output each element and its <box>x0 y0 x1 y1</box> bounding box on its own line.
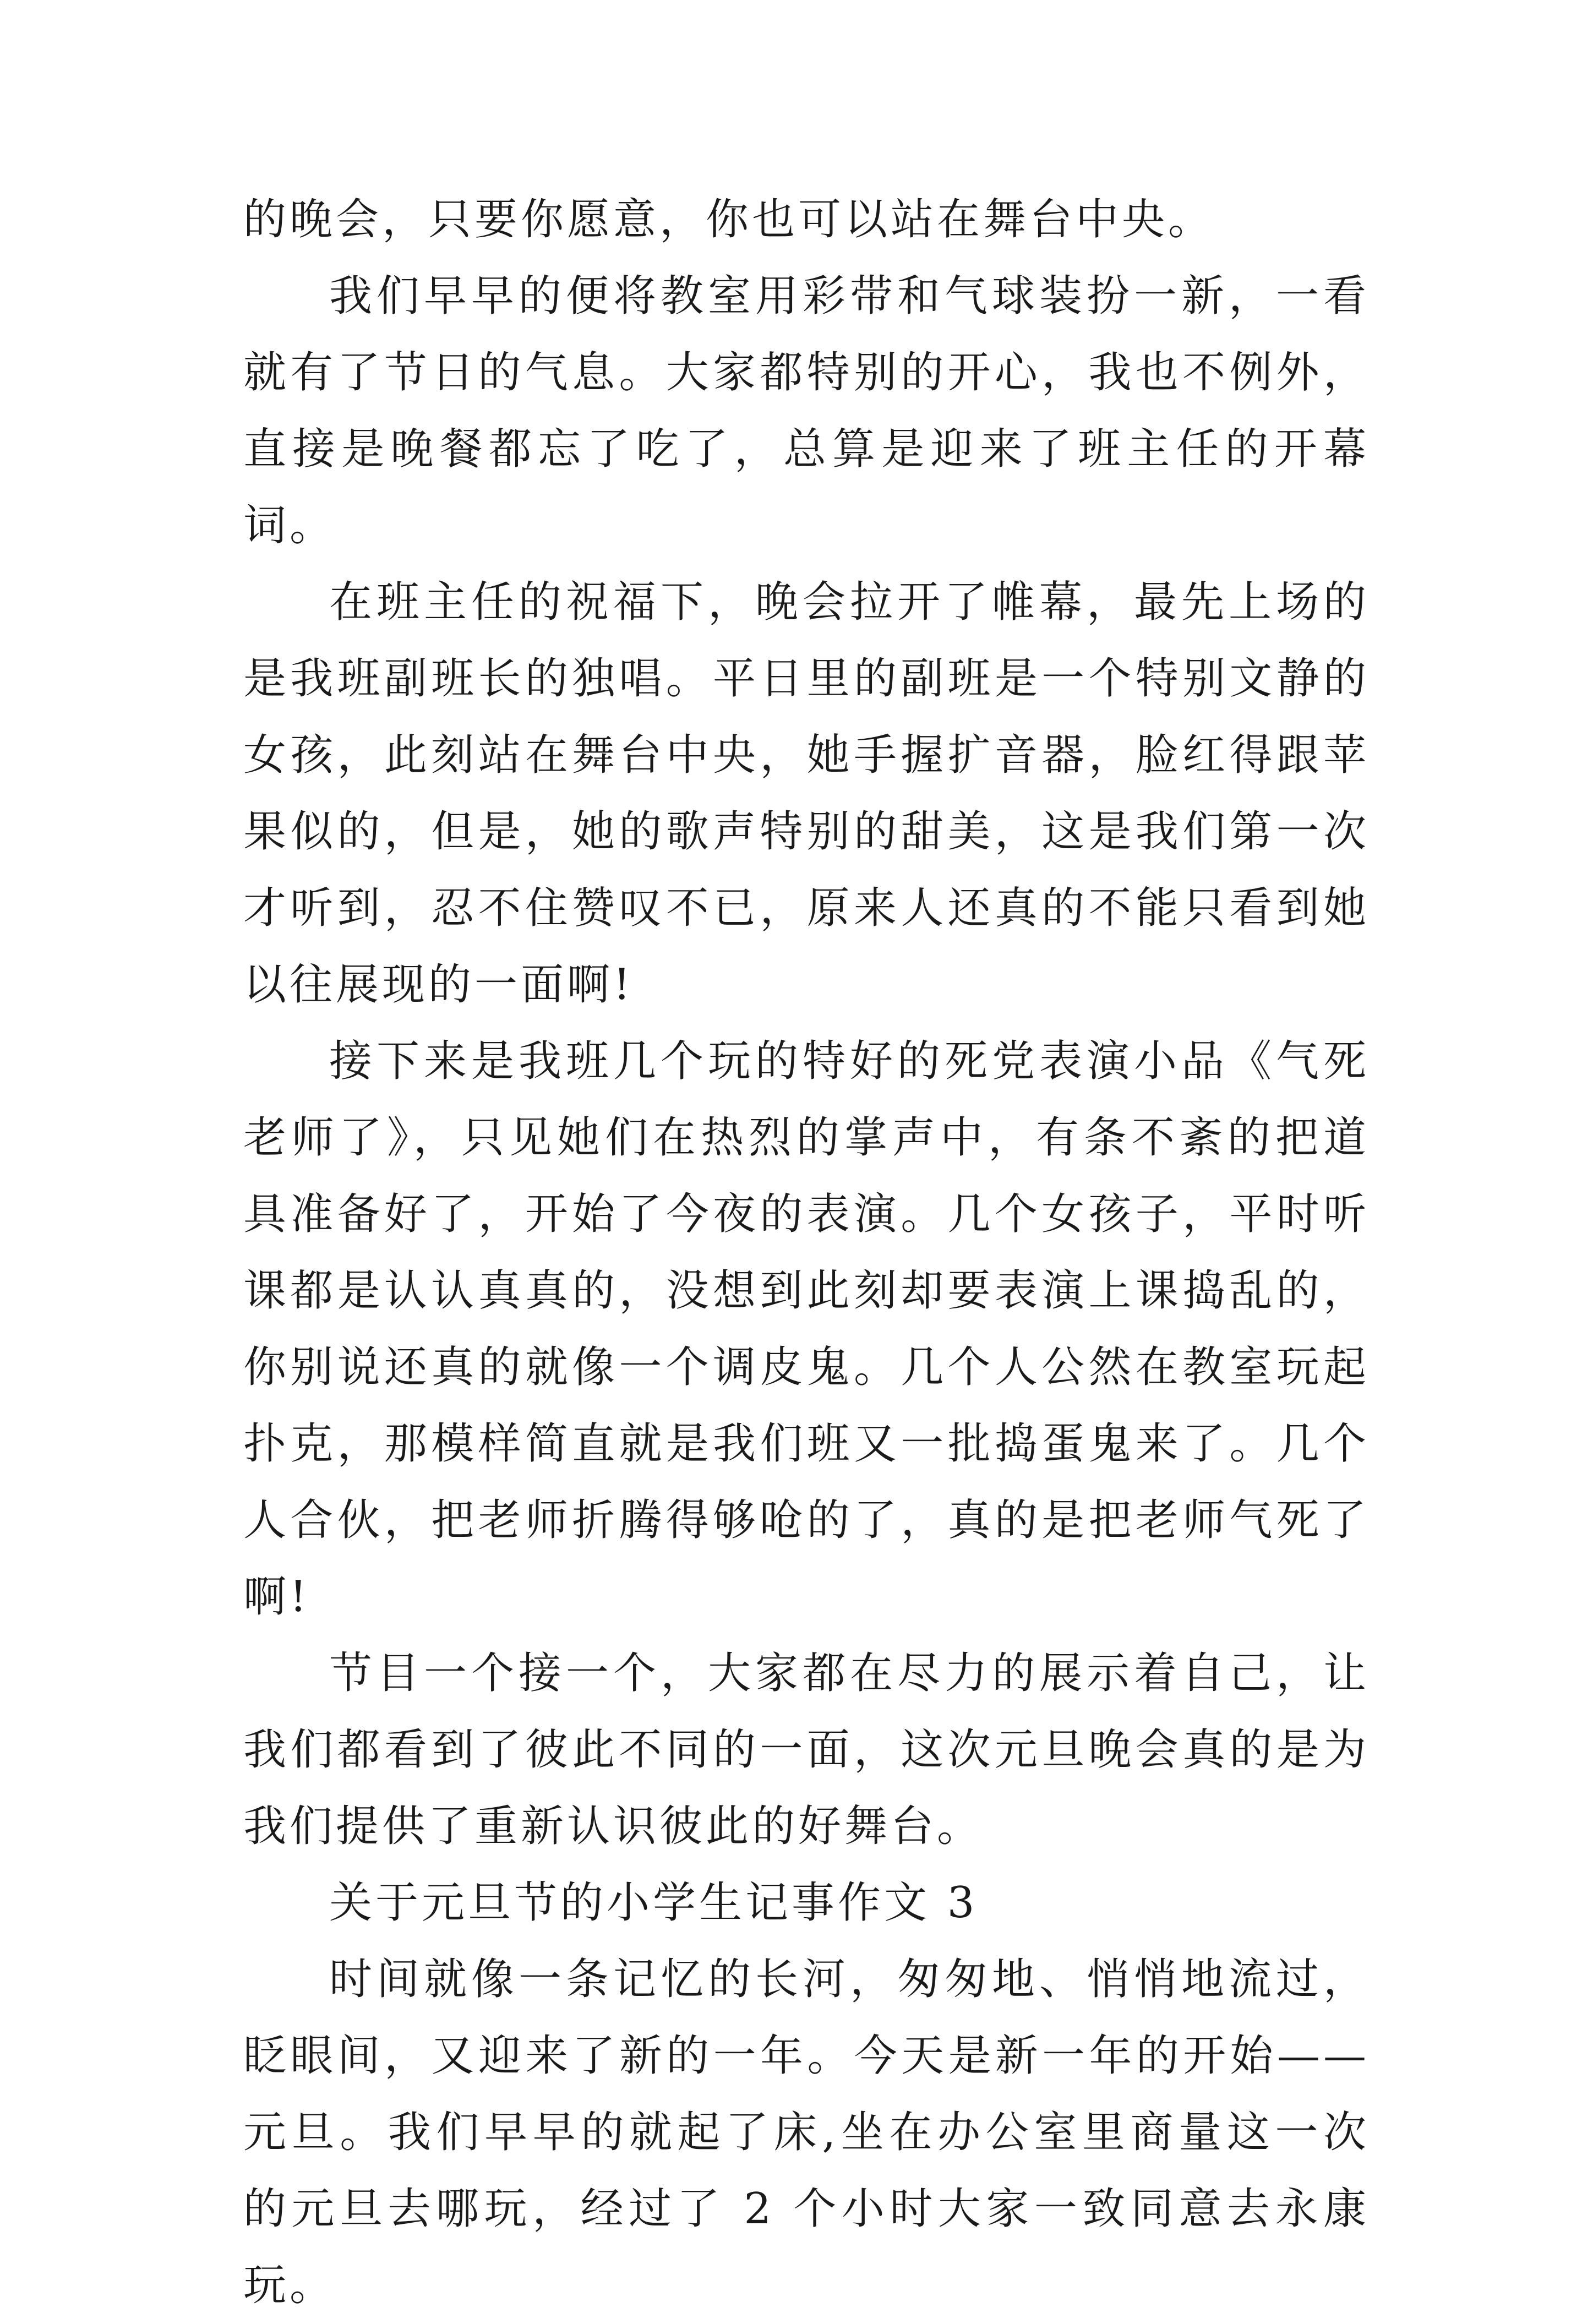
paragraph-new-year-plan: 时间就像一条记忆的长河，匆匆地、悄悄地流过，眨眼间，又迎来了新的一年。今天是新一年的开始——元旦。我们早早的就起了床,坐在办公室里商量这一次的元旦去哪玩，经过了 2 个小时大家一致同意去永康玩。 <box>243 1955 1370 2310</box>
essay-heading: 关于元旦节的小学生记事作文 3 <box>329 1878 978 1928</box>
paragraph-comedy-skit: 接下来是我班几个玩的特好的死党表演小品《气死老师了》，只见她们在热烈的掌声中，有条不紊的把道具准备好了，开始了今夜的表演。几个女孩子，平时听课都是认认真真的，没想到此刻却要表演上课捣乱的，你别说还真的就像一个调皮鬼。几个人公然在教室玩起扑克，那模样简直就是我们班又一批捣蛋鬼来了。几个人合伙，把老师折腾得够呛的了，真的是把老师气死了啊! <box>243 1036 1370 1622</box>
paragraph-program-summary: 节目一个接一个，大家都在尽力的展示着自己，让我们都看到了彼此不同的一面，这次元旦晚会真的是为我们提供了重新认识彼此的好舞台。 <box>243 1649 1370 1851</box>
paragraph-solo-song: 在班主任的祝福下，晚会拉开了帷幕，最先上场的是我班副班长的独唱。平日里的副班是一个特别文静的女孩，此刻站在舞台中央，她手握扩音器，脸红得跟苹果似的，但是，她的歌声特别的甜美，这是我们第一次才听到，忍不住赞叹不已，原来人还真的不能只看到她以往展现的一面啊! <box>243 577 1370 1010</box>
paragraph-continuation: 的晚会，只要你愿意，你也可以站在舞台中央。 <box>243 195 1215 244</box>
document-body <box>243 182 1370 2324</box>
paragraph-classroom-decoration: 我们早早的便将教室用彩带和气球装扮一新，一看就有了节日的气息。大家都特别的开心，我也不例外，直接是晚餐都忘了吃了，总算是迎来了班主任的开幕词。 <box>243 271 1370 550</box>
